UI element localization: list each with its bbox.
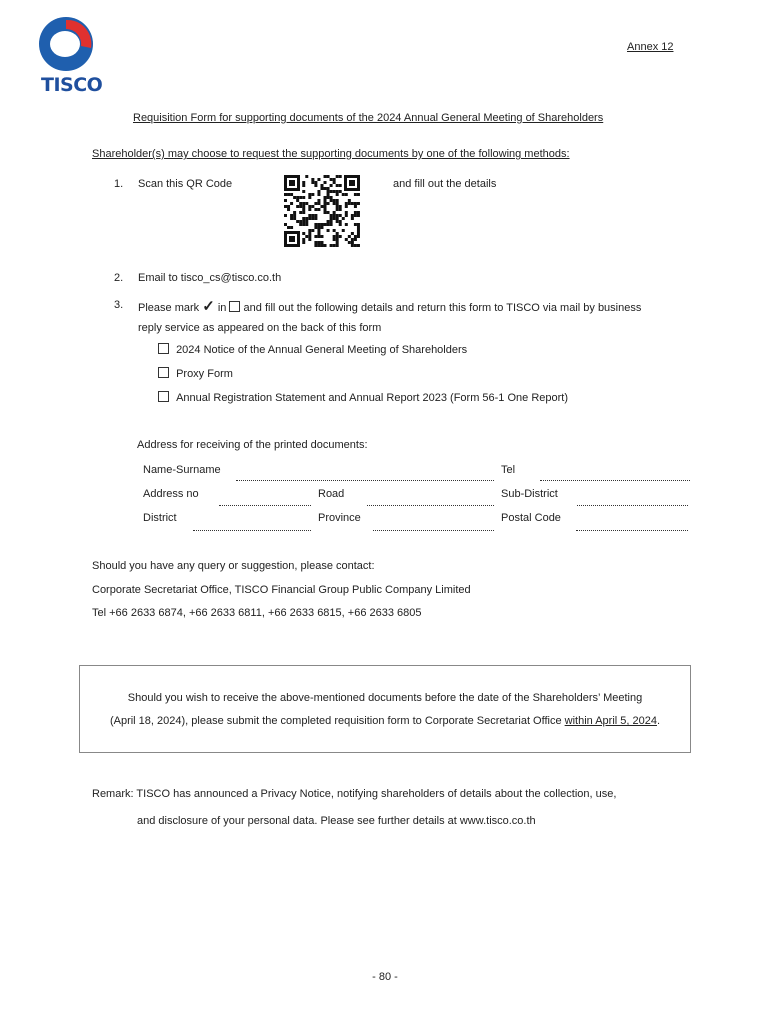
qr-module — [299, 202, 302, 205]
qr-module — [308, 217, 311, 220]
qr-module — [305, 217, 308, 220]
qr-module — [354, 244, 357, 247]
qr-module — [284, 214, 287, 217]
qr-module — [308, 229, 311, 232]
qr-module — [345, 205, 348, 208]
method-3-label-part3: and fill out the following details and return this form to TISCO via mail by business — [243, 302, 642, 314]
qr-module — [339, 184, 342, 187]
qr-module — [336, 232, 339, 235]
qr-module — [302, 220, 305, 223]
qr-module — [330, 190, 333, 193]
qr-module — [311, 181, 314, 184]
qr-module — [336, 184, 339, 187]
qr-module — [354, 193, 357, 196]
qr-module — [333, 181, 336, 184]
qr-module — [357, 235, 360, 238]
address-heading: Address for receiving of the printed documents: — [137, 439, 368, 451]
qr-module — [324, 223, 327, 226]
name-surname-field[interactable] — [236, 480, 494, 481]
qr-module — [317, 208, 320, 211]
qr-module — [357, 229, 360, 232]
qr-module — [299, 196, 302, 199]
qr-module — [317, 193, 320, 196]
qr-module — [324, 187, 327, 190]
qr-module — [354, 214, 357, 217]
qr-module — [333, 199, 336, 202]
method-3-number: 3. — [114, 299, 124, 311]
remark-line-1: Remark: TISCO has announced a Privacy Notice, notifying shareholders of details about the collection, use, — [92, 788, 617, 800]
qr-module — [287, 208, 290, 211]
qr-module — [327, 202, 330, 205]
qr-module — [311, 193, 314, 196]
name-surname-label: Name-Surname — [143, 464, 221, 476]
qr-module — [357, 211, 360, 214]
qr-module — [299, 223, 302, 226]
qr-module — [351, 232, 354, 235]
qr-module — [308, 205, 311, 208]
qr-module — [342, 217, 345, 220]
method-3-label-part2: in — [217, 302, 227, 314]
qr-module — [314, 226, 317, 229]
qr-module — [324, 211, 327, 214]
qr-module — [357, 202, 360, 205]
qr-module — [342, 193, 345, 196]
qr-module — [336, 208, 339, 211]
qr-module — [324, 244, 327, 247]
qr-module — [317, 178, 320, 181]
qr-module — [302, 190, 305, 193]
qr-module — [296, 205, 299, 208]
qr-module — [330, 223, 333, 226]
qr-module — [333, 190, 336, 193]
qr-module — [336, 190, 339, 193]
qr-module — [354, 202, 357, 205]
qr-module — [348, 199, 351, 202]
qr-module — [327, 229, 330, 232]
qr-module — [336, 238, 339, 241]
qr-module — [336, 235, 339, 238]
qr-module — [330, 184, 333, 187]
qr-module — [333, 211, 336, 214]
qr-module — [324, 199, 327, 202]
qr-module — [339, 235, 342, 238]
qr-module — [333, 214, 336, 217]
qr-module — [317, 235, 320, 238]
qr-module — [320, 205, 323, 208]
qr-module — [284, 193, 287, 196]
district-label: District — [143, 512, 177, 524]
method-2-label: Email to tisco_cs@tisco.co.th — [138, 272, 282, 284]
qr-module — [320, 244, 323, 247]
qr-module — [327, 190, 330, 193]
qr-module — [351, 241, 354, 244]
qr-module — [317, 244, 320, 247]
qr-module — [284, 205, 287, 208]
road-label: Road — [318, 488, 345, 500]
methods-intro: Shareholder(s) may choose to request the supporting documents by one of the following methods: — [92, 148, 570, 160]
notice-line-1: Should you wish to receive the above-mentioned documents before the date of the Shareholders’ Meeting — [127, 692, 643, 704]
district-field[interactable] — [193, 530, 311, 531]
qr-module — [308, 196, 311, 199]
qr-module — [351, 202, 354, 205]
qr-module — [299, 205, 302, 208]
qr-module — [317, 199, 320, 202]
qr-module — [336, 214, 339, 217]
qr-module — [345, 238, 348, 241]
document-option-annual-report[interactable] — [158, 391, 568, 404]
qr-module — [345, 211, 348, 214]
qr-module — [311, 214, 314, 217]
qr-module — [320, 223, 323, 226]
qr-module — [351, 244, 354, 247]
form-title: Requisition Form for supporting documents of the 2024 Annual General Meeting of Shareholders — [133, 112, 604, 124]
page-number: - 80 - — [372, 971, 398, 983]
qr-module — [314, 244, 317, 247]
qr-module — [302, 241, 305, 244]
qr-module — [302, 217, 305, 220]
qr-module — [314, 202, 317, 205]
qr-module — [336, 199, 339, 202]
qr-module — [314, 208, 317, 211]
tisco-logo — [34, 14, 103, 96]
qr-module — [284, 223, 287, 226]
qr-module — [327, 187, 330, 190]
qr-module — [336, 175, 339, 178]
method-3-label-part1: Please mark — [138, 302, 200, 314]
qr-module — [317, 223, 320, 226]
qr-module — [336, 241, 339, 244]
qr-module — [296, 220, 299, 223]
document-label-notice: 2024 Notice of the Annual General Meeting of Shareholders — [176, 344, 468, 356]
qr-module — [314, 241, 317, 244]
qr-module — [320, 184, 323, 187]
qr-module — [327, 220, 330, 223]
qr-module — [305, 220, 308, 223]
qr-module — [357, 214, 360, 217]
qr-module — [348, 241, 351, 244]
qr-module — [302, 223, 305, 226]
qr-module — [330, 199, 333, 202]
qr-module — [324, 196, 327, 199]
checkmark-icon: ✓ — [202, 298, 215, 315]
qr-module — [308, 214, 311, 217]
contact-line-2: Corporate Secretariat Office, TISCO Financial Group Public Company Limited — [92, 584, 471, 596]
qr-module — [354, 235, 357, 238]
qr-module — [317, 202, 320, 205]
deadline-notice-box — [79, 665, 691, 753]
annex-label: Annex 12 — [627, 41, 674, 53]
qr-module — [293, 211, 296, 214]
qr-module — [336, 244, 339, 247]
address-no-label: Address no — [143, 488, 199, 500]
contact-line-1: Should you have any query or suggestion, please contact: — [92, 560, 375, 572]
logo-text: TISCO — [41, 74, 103, 96]
checkbox-annual-report[interactable] — [158, 391, 169, 402]
qr-module — [314, 181, 317, 184]
qr-module — [302, 184, 305, 187]
qr-module — [299, 220, 302, 223]
qr-module — [357, 226, 360, 229]
qr-module — [345, 214, 348, 217]
qr-module — [302, 232, 305, 235]
road-field[interactable] — [367, 505, 494, 506]
qr-module — [324, 202, 327, 205]
checkbox-notice[interactable] — [158, 343, 169, 354]
qr-module — [284, 199, 287, 202]
method-2-number: 2. — [114, 272, 124, 284]
qr-module — [330, 196, 333, 199]
qr-module — [348, 235, 351, 238]
tel-field[interactable] — [540, 480, 690, 481]
method-1-after: and fill out the details — [393, 178, 497, 190]
qr-module — [311, 178, 314, 181]
qr-module — [339, 175, 342, 178]
qr-code[interactable] — [283, 174, 361, 248]
qr-module — [290, 214, 293, 217]
qr-module — [336, 193, 339, 196]
qr-module — [293, 214, 296, 217]
qr-module — [351, 238, 354, 241]
qr-module — [320, 241, 323, 244]
qr-module — [290, 193, 293, 196]
qr-module — [333, 217, 336, 220]
qr-module — [354, 211, 357, 214]
qr-module — [287, 193, 290, 196]
qr-module — [357, 244, 360, 247]
qr-module — [314, 235, 317, 238]
qr-module — [308, 193, 311, 196]
qr-module — [351, 214, 354, 217]
qr-module — [305, 202, 308, 205]
qr-module — [302, 196, 305, 199]
qr-module — [302, 208, 305, 211]
qr-module — [302, 238, 305, 241]
document-option-notice[interactable] — [158, 343, 467, 356]
qr-module — [336, 217, 339, 220]
qr-module — [305, 235, 308, 238]
qr-module — [314, 217, 317, 220]
qr-module — [327, 175, 330, 178]
document-option-proxy[interactable] — [158, 367, 233, 380]
qr-module — [333, 178, 336, 181]
qr-module — [302, 181, 305, 184]
qr-module — [339, 220, 342, 223]
qr-module — [290, 202, 293, 205]
qr-module — [330, 178, 333, 181]
qr-module — [345, 193, 348, 196]
qr-module — [336, 202, 339, 205]
contact-line-3: Tel +66 2633 6874, +66 2633 6811, +66 2633 6815, +66 2633 6805 — [92, 607, 422, 619]
qr-module — [302, 211, 305, 214]
qr-module — [333, 244, 336, 247]
qr-module — [305, 175, 308, 178]
method-3-line2: reply service as appeared on the back of this form — [138, 322, 382, 334]
qr-module — [320, 235, 323, 238]
qr-module — [290, 226, 293, 229]
qr-module — [308, 208, 311, 211]
qr-module — [354, 223, 357, 226]
qr-module — [317, 241, 320, 244]
qr-module — [342, 229, 345, 232]
qr-module — [354, 205, 357, 208]
qr-module — [333, 238, 336, 241]
checkbox-example-icon — [229, 301, 240, 312]
qr-module — [293, 196, 296, 199]
notice-line-2-end: . — [656, 715, 661, 727]
qr-module — [327, 211, 330, 214]
qr-module — [317, 226, 320, 229]
qr-module — [348, 202, 351, 205]
qr-module — [314, 184, 317, 187]
document-label-proxy: Proxy Form — [176, 368, 233, 380]
checkbox-proxy[interactable] — [158, 367, 169, 378]
subdistrict-label: Sub-District — [501, 488, 558, 500]
tel-label: Tel — [501, 464, 516, 476]
qr-module — [320, 226, 323, 229]
qr-module — [311, 205, 314, 208]
qr-module — [308, 238, 311, 241]
qr-module — [317, 229, 320, 232]
qr-module — [339, 205, 342, 208]
qr-module — [357, 193, 360, 196]
qr-module — [339, 190, 342, 193]
qr-module — [327, 193, 330, 196]
notice-deadline: within April 5, 2024 — [564, 715, 657, 727]
qr-code-graphic — [283, 174, 361, 248]
method-3-line1 — [138, 297, 641, 315]
qr-module — [336, 205, 339, 208]
qr-module — [345, 223, 348, 226]
qr-module — [302, 202, 305, 205]
qr-module — [357, 223, 360, 226]
qr-module — [327, 196, 330, 199]
province-label: Province — [318, 512, 361, 524]
postal-code-field[interactable] — [576, 530, 688, 531]
qr-module — [308, 232, 311, 235]
qr-module — [339, 223, 342, 226]
qr-module — [330, 214, 333, 217]
qr-module — [293, 217, 296, 220]
qr-module — [305, 223, 308, 226]
qr-module — [317, 190, 320, 193]
qr-module — [287, 226, 290, 229]
qr-module — [324, 175, 327, 178]
subdistrict-field[interactable] — [577, 505, 688, 506]
province-field[interactable] — [373, 530, 494, 531]
method-1-number: 1. — [114, 178, 124, 190]
qr-module — [333, 202, 336, 205]
notice-line-2-text: (April 18, 2024), please submit the completed requisition form to Corporate Secretariat Office — [109, 715, 565, 727]
qr-module — [324, 205, 327, 208]
qr-module — [308, 235, 311, 238]
qr-module — [296, 199, 299, 202]
qr-module — [324, 181, 327, 184]
qr-module — [351, 217, 354, 220]
qr-module — [314, 223, 317, 226]
qr-module — [296, 196, 299, 199]
qr-module — [290, 217, 293, 220]
qr-module — [311, 217, 314, 220]
qr-module — [330, 244, 333, 247]
qr-module — [333, 229, 336, 232]
postal-code-label: Postal Code — [501, 512, 561, 524]
address-no-field[interactable] — [219, 505, 311, 506]
document-label-annual-report: Annual Registration Statement and Annual Report 2023 (Form 56-1 One Report) — [176, 392, 569, 404]
qr-module — [339, 208, 342, 211]
qr-module — [330, 220, 333, 223]
qr-module — [287, 205, 290, 208]
qr-module — [336, 220, 339, 223]
qr-module — [333, 235, 336, 238]
qr-module — [299, 211, 302, 214]
qr-module — [311, 229, 314, 232]
remark-line-2: and disclosure of your personal data. Please see further details at www.tisco.co.th — [137, 815, 536, 827]
qr-module — [354, 238, 357, 241]
qr-module — [339, 214, 342, 217]
qr-module — [357, 232, 360, 235]
method-1-label: Scan this QR Code — [138, 178, 233, 190]
qr-module — [327, 223, 330, 226]
qr-module — [317, 232, 320, 235]
notice-line-2 — [80, 715, 690, 727]
qr-module — [320, 187, 323, 190]
qr-module — [314, 214, 317, 217]
qr-module — [345, 202, 348, 205]
qr-module — [302, 205, 305, 208]
qr-module — [330, 217, 333, 220]
qr-module — [324, 208, 327, 211]
